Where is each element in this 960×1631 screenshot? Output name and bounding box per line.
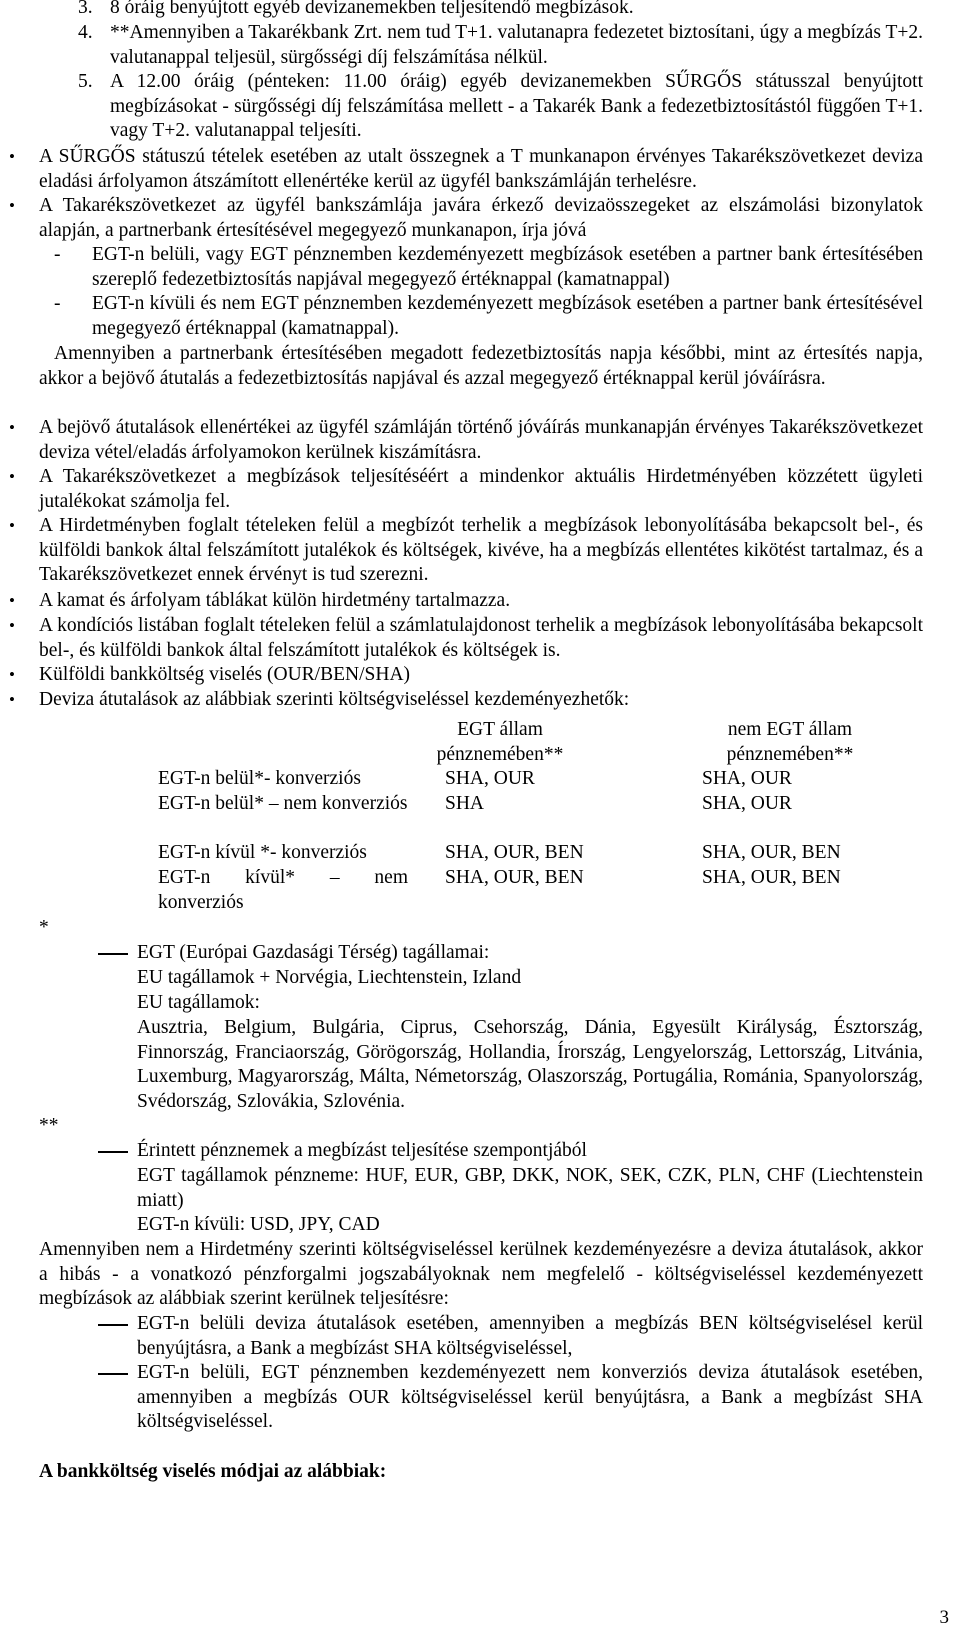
bullet-text: A Hirdetményben foglalt tételeken felül a megbízót terhelik a megbízások lebonyolításába bekapcsolt bel-, és külföldi bankok által felszámított jutalékok és költségek, kivéve, ha a megbízás ellentétes kikötést tartalmaz, és a Takarékszövetkezet ennek érvényt is tud szerezni. (39, 515, 923, 586)
dash-mark (98, 953, 128, 955)
bullet-item (9, 688, 923, 713)
item-number: 5. (78, 71, 93, 92)
footnote-mark: * (39, 917, 49, 938)
closing-paragraph: Amennyiben nem a Hirdetmény szerinti költségviseléssel kerülnek kezdeményezésre a deviza átutalások, akkor a hibás - a vonatkozó pénzforgalmi jogszabályoknak nem megfelelő - költségviseléssel kezdeményezett megbízások az alábbiak szerint kerülnek teljesítésre: (39, 1239, 923, 1310)
footnote-line: EU tagállamok + Norvégia, Liechtenstein, Izland (137, 967, 522, 988)
footnote-mark: ** (39, 1115, 59, 1136)
dash-text: EGT-n belüli, vagy EGT pénznemben kezdeményezett megbízások esetében a partner bank értesítésében szereplő fedezetbiztosítás napjával megegyező értéknappal (kamatnappal) (92, 244, 923, 290)
bullet-item (9, 514, 923, 588)
bullet-icon: • (9, 690, 15, 709)
table-header-non-egt: nem EGT állam pénznemében** (726, 719, 854, 765)
bullet-item (9, 663, 923, 688)
bullet-text: A Takarékszövetkezet a megbízások teljesítéséért a mindenkor aktuális Hirdetményében közzétett ügyleti jutalékokat számolja fel. (39, 466, 923, 512)
bullet-icon: • (9, 665, 15, 684)
bullet-text: A kondíciós listában foglalt tételeken felül a számlatulajdonost terhelik a megbízások lebonyolításába bekapcsolt bel-, és külföldi bankok által felszámított jutalékok és költségek is. (39, 615, 923, 661)
bullet-item (9, 614, 923, 663)
footnote-country-list: Ausztria, Belgium, Bulgária, Ciprus, Csehország, Dánia, Egyesült Királyság, Észtország, Finnország, Franciaország, Görögország, Hollandia, Írország, Lengyelország, Lettország, Litvánia, Luxemburg, Magyarország, Málta, Németország, Olaszország, Portugália, Románia, Spanyolország, Svédország, Szlovákia, Szlovénia. (137, 1017, 923, 1112)
bullet-text: A bejövő átutalások ellenértékei az ügyfél számláján történő jóváírás munkanapján érvényes Takarékszövetkezet deviza vétel/eladás árfolyamokon kerülnek kiszámításra. (39, 417, 923, 463)
dash-mark: - (54, 244, 61, 265)
bullet-icon: • (9, 147, 15, 166)
item-text: **Amennyiben a Takarékbank Zrt. nem tud T+1. valutanapra fedezetet biztosítani, úgy a megbízás T+2. valutanappal teljesül, sürgősségi díj felszámítása nélkül. (110, 22, 923, 68)
section-heading: A bankköltség viselés módjai az alábbiak: (39, 1461, 387, 1482)
numbered-item (78, 0, 923, 21)
bullet-text: A Takarékszövetkezet az ügyfél bankszámlája javára érkező devizaösszegeket az elszámolási bizonylatok alapján, a partnerbank értesítésével megegyező munkanapon, írja jóvá (39, 195, 923, 241)
dash-mark (98, 1151, 128, 1153)
bullet-icon: • (9, 591, 15, 610)
footnote-line: EGT (Európai Gazdasági Térség) tagállamai: (137, 942, 490, 963)
table-header-egt: EGT állam pénznemében** (436, 719, 564, 765)
bullet-icon: • (9, 467, 15, 486)
item-text: A 12.00 óráig (pénteken: 11.00 óráig) egyéb devizanemekben SŰRGŐS státusszal benyújtott megbízásokat - sürgősségi díj felszámítása mellett - a Takarék Bank a fedezetbiztosítástól függően T+1. vagy T+2. valutanappal teljesíti. (110, 71, 923, 142)
table-cell: SHA, OUR, BEN (702, 867, 841, 888)
table-cell: SHA, OUR, BEN (702, 842, 841, 863)
footnote-line: EGT-n kívüli: USD, JPY, CAD (137, 1214, 380, 1235)
table-cell: SHA, OUR, BEN (445, 842, 584, 863)
bullet-icon: • (9, 418, 15, 437)
bullet-icon: • (9, 516, 15, 535)
dash-item (54, 243, 923, 292)
dash-mark (98, 1373, 128, 1375)
bullet-icon: • (9, 616, 15, 635)
bullet-item (9, 589, 923, 614)
dash-mark: - (54, 293, 61, 314)
bullet-item (9, 465, 923, 514)
numbered-item (78, 70, 923, 144)
footnote-line: EU tagállamok: (137, 992, 260, 1013)
bullet-item (9, 416, 923, 465)
bullet-text: A SŰRGŐS státuszú tételek esetében az utalt összegnek a T munkanapon érvényes Takarékszövetkezet deviza eladási árfolyamon átszámított ellenértéke kerül az ügyfél bankszámláján terhelésre. (39, 146, 923, 192)
table-row-label: EGT-n kívül *- konverziós (158, 842, 367, 863)
page-number: 3 (939, 1607, 949, 1628)
table-row-label: EGT-n belül* – nem konverziós (158, 793, 408, 814)
table-cell: SHA, OUR (702, 768, 792, 789)
table-cell: SHA, OUR (445, 768, 535, 789)
bullet-text: A kamat és árfolyam táblákat külön hirdetmény tartalmazza. (39, 590, 511, 611)
bullet-item (9, 145, 923, 194)
dash-item (54, 292, 923, 341)
table-cell: SHA, OUR (702, 793, 792, 814)
table-row-label: EGT-n belül*- konverziós (158, 768, 361, 789)
item-number: 3. (78, 0, 93, 18)
table-row-label: EGT-n kívül* – nem konverziós (158, 867, 408, 913)
bullet-icon: • (9, 196, 15, 215)
closing-item: EGT-n belüli, EGT pénznemben kezdeményezett nem konverziós deviza átutalások esetében, amennyiben a megbízás OUR költségviseléssel kerül benyújtásra, a Bank a megbízást SHA költségviseléssel. (137, 1362, 923, 1433)
bullet-item (9, 194, 923, 243)
partner-paragraph: Amennyiben a partnerbank értesítésében megadott fedezetbiztosítás napja későbbi, mint az értesítés napja, akkor a bejövő átutalás a fedezetbiztosítás napjával és azzal megegyező értéknappal kerül jóváírásra. (39, 343, 923, 389)
dash-text: EGT-n kívüli és nem EGT pénznemben kezdeményezett megbízások esetében a partner bank értesítésével megegyező értéknappal (kamatnappal). (92, 293, 923, 339)
bullet-text: Külföldi bankköltség viselés (OUR/BEN/SHA) (39, 664, 411, 685)
closing-item: EGT-n belüli deviza átutalások esetében, amennyiben a megbízás BEN költségviselésel kerül benyújtásra, a Bank a megbízást SHA költségviseléssel, (137, 1313, 923, 1359)
bullet-text: Deviza átutalások az alábbiak szerinti költségviseléssel kezdeményezhetők: (39, 689, 630, 710)
footnote-line: Érintett pénznemek a megbízást teljesítése szempontjából (137, 1140, 587, 1161)
item-text: 8 óráig benyújtott egyéb devizanemekben teljesítendő megbízások. (110, 0, 634, 18)
table-cell: SHA (445, 793, 485, 814)
numbered-item (78, 21, 923, 70)
dash-mark (98, 1324, 128, 1326)
table-cell: SHA, OUR, BEN (445, 867, 584, 888)
footnote-line: EGT tagállamok pénzneme: HUF, EUR, GBP, DKK, NOK, SEK, CZK, PLN, CHF (Liechtenstein miatt) (137, 1165, 923, 1211)
item-number: 4. (78, 22, 93, 43)
